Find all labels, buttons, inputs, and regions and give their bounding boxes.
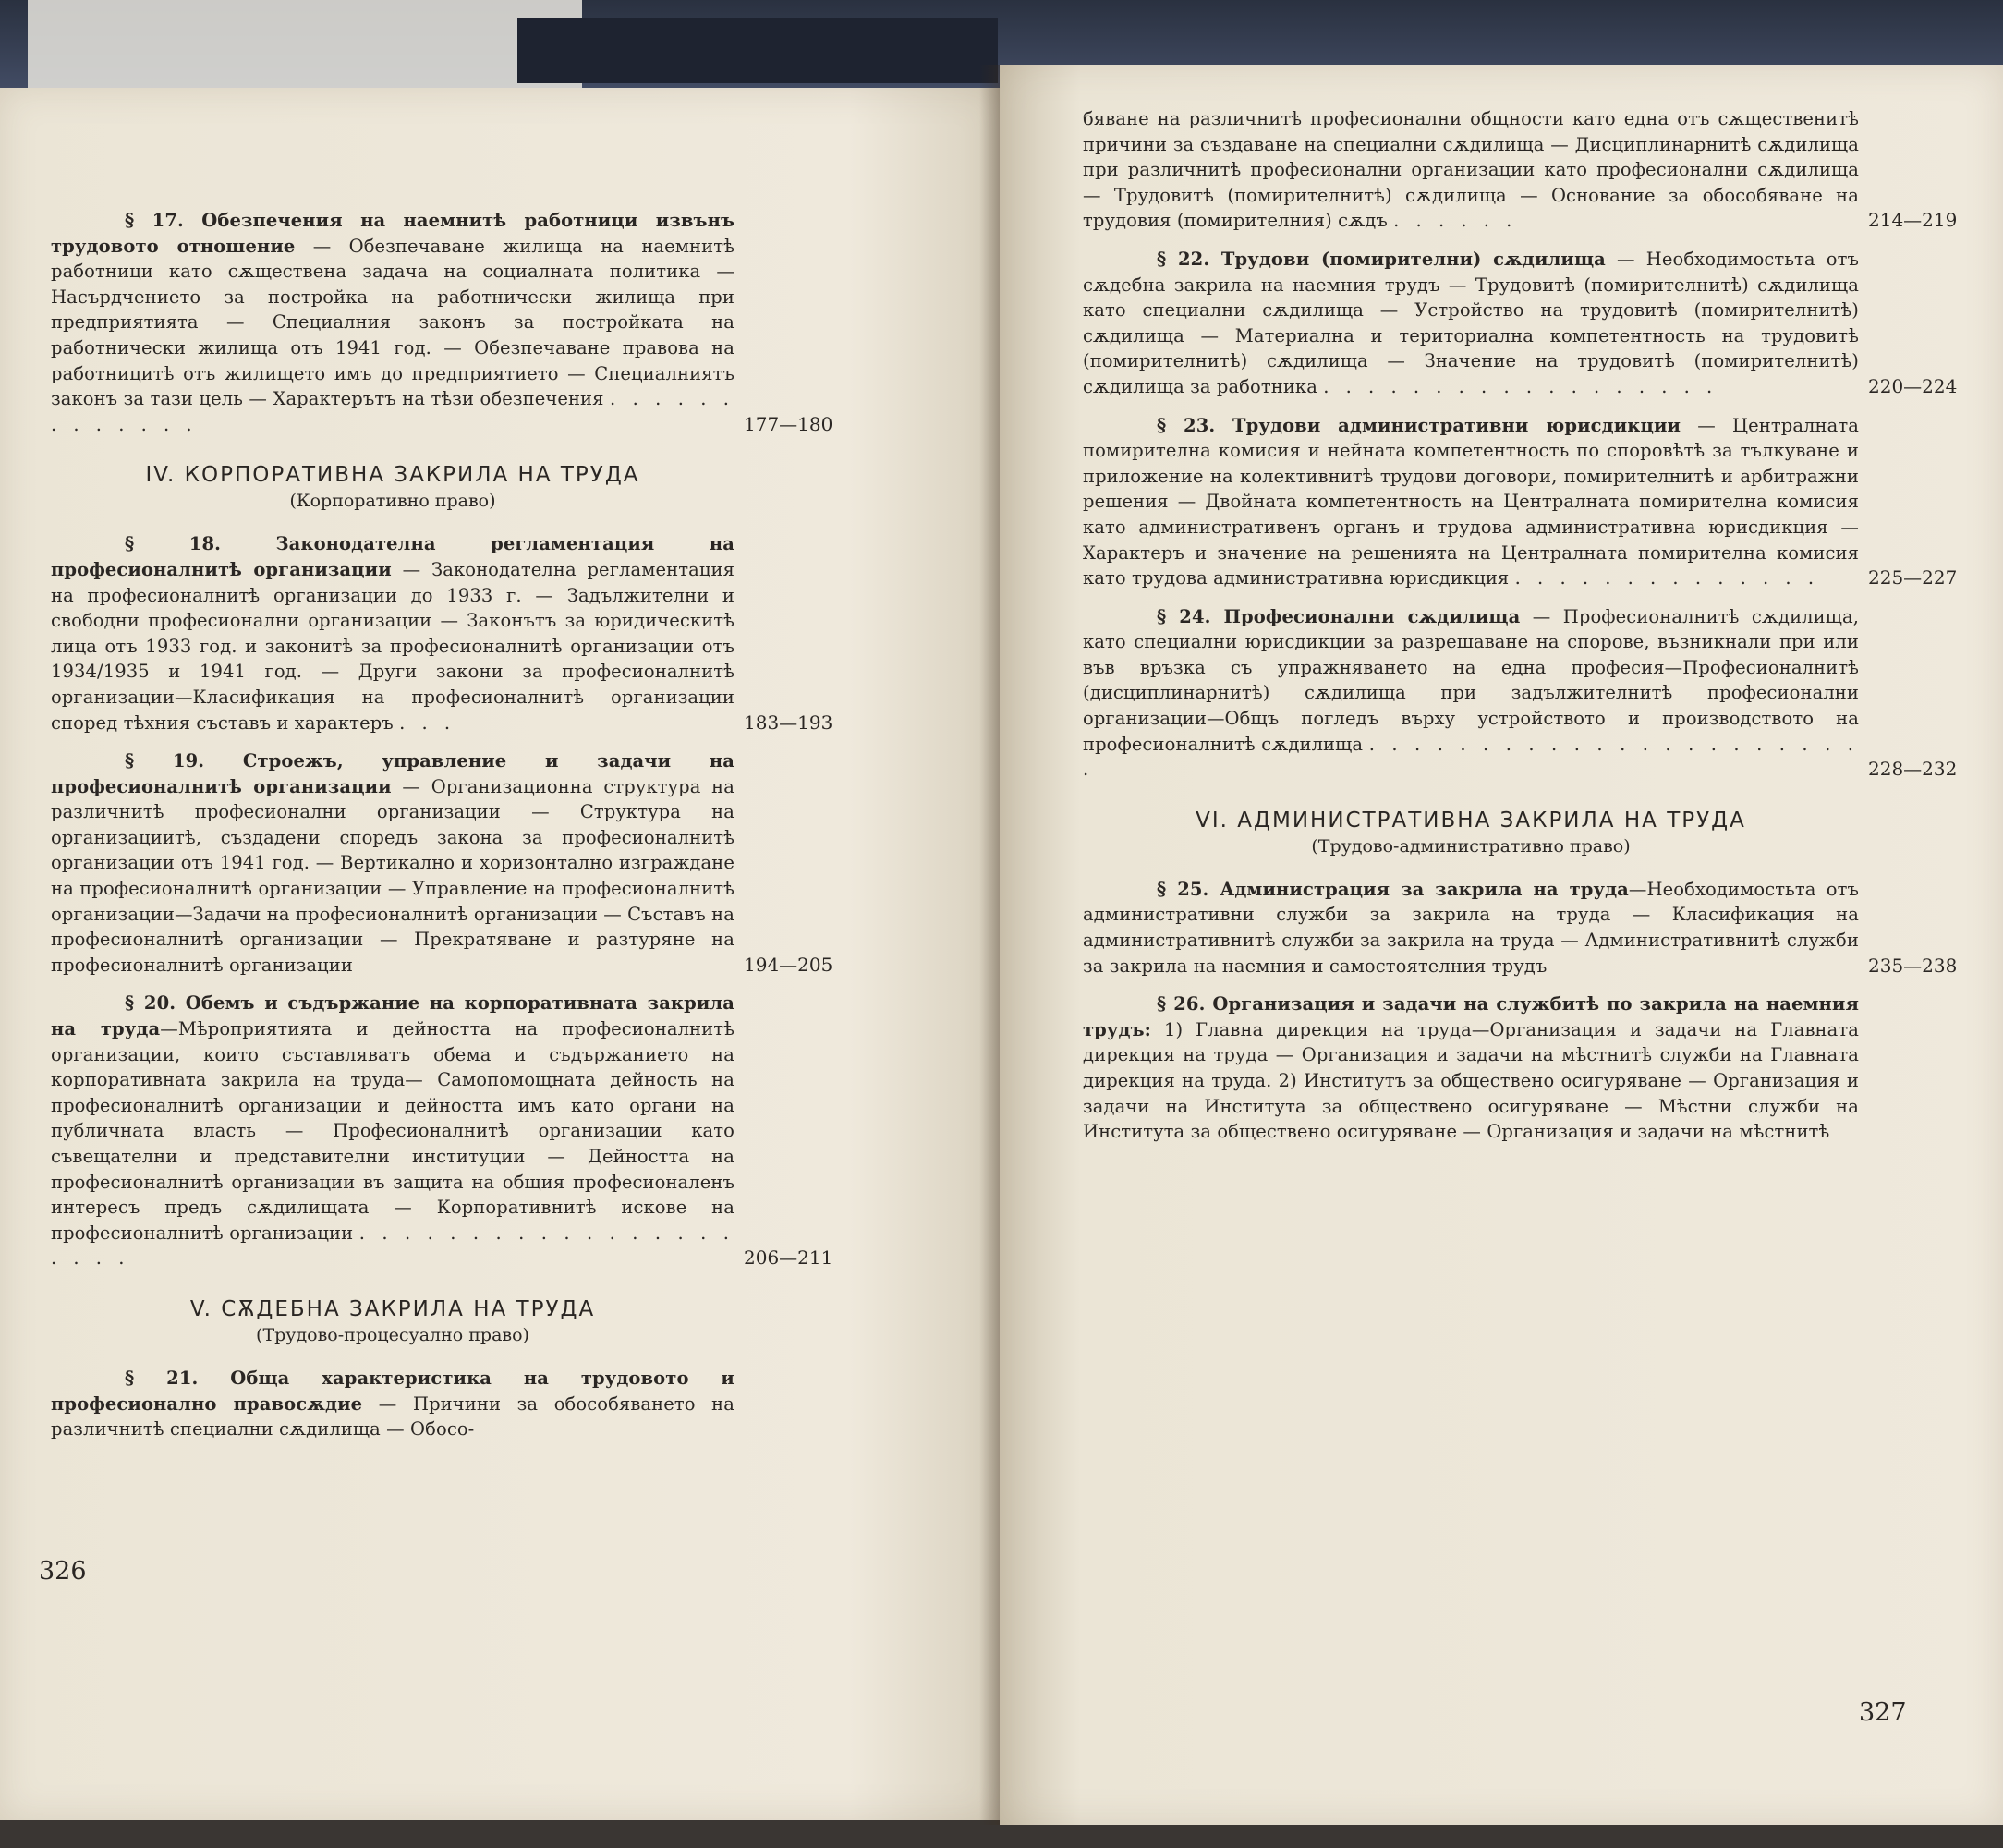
entry-heading: § 17. Обезпечения на наемнитѣ работници извънъ трудовото отношение (51, 210, 734, 257)
entry-page-range: 214—219 (1868, 209, 1958, 232)
entry-page-range: 228—232 (1868, 758, 1958, 781)
section-subtitle: (Трудово-процесуално право) (256, 1324, 529, 1345)
entry-heading: § 22. Трудови (помирителни) сѫдилища (1157, 248, 1606, 270)
entry-heading: § 19. Строежъ, управление и задачи на професионалнитѣ организации (51, 750, 734, 797)
entry-body: — Законодателна регламентация на професионалнитѣ организации до 1933 г. — Задължителни и свободни професионални организации — Законътъ за юридическитѣ лица отъ 1933 год. и законитѣ за професионалнитѣ организации отъ 1934/1935 и 1941 год. — Други закони за професионалнитѣ организации—Класификация на професионалнитѣ организации според тѣхния съставъ и характеръ (51, 558, 734, 734)
entry-page-range: 206—211 (744, 1246, 833, 1270)
left-page (0, 88, 1000, 1820)
entry-body: 1) Главна дирекция на труда—Организация и задачи на Главната дирекция на труда — Организация и задачи на мѣстнитѣ служби на Главната дирекция на труда. 2) Институтъ за обществено осигуряване — Организация и задачи на Института за обществено осигуряване — Мѣстни служби на Института за обществено осигуряване — Организация и задачи на мѣстнитѣ (1083, 1018, 1859, 1143)
section-subtitle: (Корпоративно право) (289, 491, 496, 512)
background-object (28, 0, 582, 88)
toc-entry: § 20. Обемъ и съдържание на корпоративната закрила на труда—Мѣроприятията и дейността на професионалнитѣ организации, които съставляватъ обема и съдържанието на корпоративната закрила на труда— Самопомощната дейность на професионалнитѣ организации и дейността имъ като органи на публичната власть — Професионалнитѣ организации като съвещателни и представителни институции — Дейността на професионалнитѣ организации въ защита на общия професионаленъ интересъ предъ сѫдилищата — Корпоративнитѣ искове на професионалнитѣ организации . . . . . . . . . . . . . . . . . . . . . 206—211 (51, 991, 734, 1271)
section-title: VI. АДМИНИСТРАТИВНА ЗАКРИЛА НА ТРУДА (1196, 808, 1746, 833)
right-page (1000, 65, 2003, 1825)
entry-body: —Мѣроприятията и дейността на професионалнитѣ организации, които съставляватъ обема и съдържанието на корпоративната закрила на труда— Самопомощната дейность на професионалнитѣ организации и дейността имъ като органи на публичната власть — Професионалнитѣ организации като съвещателни и представителни институции — Дейността на професионалнитѣ организации въ защита на общия професионаленъ интересъ предъ сѫдилищата — Корпоративнитѣ искове на професионалнитѣ организации (51, 1018, 734, 1244)
entry-body: — Централната помирителна комисия и нейната компетентность по споровѣтѣ за тълкуване и приложение на колективнитѣ трудови договори, помирителнитѣ и арбитражни решения — Двойната компетентность на Централната помирителна комисия като административенъ органъ и трудова административна юрисдикция — Характеръ и значение на решенията на Централната помирителна комисия като трудова административна юрисдикция (1083, 414, 1859, 590)
entry-body: — Организационна структура на различнитѣ професионални организации — Структура на организациитѣ, създадени споредъ закона за професионалнитѣ организации отъ 1941 год. — Вертикално и хоризонтално изграждане на професионалнитѣ организации — Управление на професионалнитѣ организации—Задачи на професионалнитѣ организации — Съставъ на професионалнитѣ организации — Прекратяване и разтуряне на професионалнитѣ организации (51, 775, 734, 976)
entry-body: — Причини за обособяването на различнитѣ специални сѫдилища — Обосо- (51, 1392, 734, 1441)
entry-page-range: 177—180 (744, 412, 833, 435)
entry-heading: § 23. Трудови административни юрисдикции (1157, 414, 1681, 436)
toc-entry (51, 1366, 734, 1442)
entry-body: —Необходимостьта отъ административни служби за закрила на труда — Класификация на административнитѣ служби за закрила на труда — Административнитѣ служби за закрила на наемния и самостоятелния трудъ (1083, 878, 1859, 977)
toc-entry-continued: бяване на различнитѣ професионални общности като една отъ сѫщественитѣ причини за създаване на специални сѫдилища — Дисциплинарнитѣ сѫдилища при различнитѣ професионални организации като професионални сѫдилища — Трудовитѣ (помирителнитѣ) сѫдилища — Основание за обособяване на трудовия (помирителния) сѫдъ . . . . . . 214—219 (1083, 106, 1859, 234)
entry-body: — Обезпечаване жилища на наемнитѣ работници като сѫществена задача на социалната политика — Насърдчението за постройка на работнически жилища при предприятията — Специалния законъ за постройката на работнически жилища отъ 1941 год. — Обезпечаване правова на работницитѣ отъ жилището имъ до предприятието — Специалниятъ законъ за тази цель — Характерътъ на тѣзи обезпечения (51, 235, 734, 410)
entry-body: — Необходимостьта отъ сѫдебна закрила на наемния трудъ — Трудовитѣ (помирителнитѣ) сѫдилища като специални сѫдилища — Устройство на трудовитѣ (помирителнитѣ) сѫдилища — Материална и териториална компетентность на трудовитѣ (помирителнитѣ) сѫдилища — Значение на трудовитѣ (помирителнитѣ) сѫдилища за работника (1083, 248, 1859, 397)
entry-page-range: 235—238 (1868, 954, 1958, 977)
page-number: 326 (39, 1557, 87, 1586)
entry-heading: § 18. Законодателна регламентация на професионалнитѣ организации (51, 533, 734, 580)
section-subtitle: (Трудово-административно право) (1311, 835, 1631, 857)
entry-heading: § 24. Професионални сѫдилища (1157, 605, 1521, 627)
left-page-column (51, 208, 833, 1455)
section-title: V. СѪДЕБНА ЗАКРИЛА НА ТРУДА (189, 1296, 596, 1321)
entry-heading: § 26. Организация и задачи на службитѣ по закрила на наемния трудъ: (1083, 993, 1859, 1040)
section-title: IV. КОРПОРАТИВНА ЗАКРИЛА НА ТРУДА (145, 463, 640, 488)
toc-entry (1083, 991, 1859, 1145)
toc-entry: § 18. Законодателна регламентация на професионалнитѣ организации — Законодателна регламентация на професионалнитѣ организации до 1933 г. — Задължителни и свободни професионални организации — Законътъ за юридическитѣ лица отъ 1933 год. и законитѣ за професионалнитѣ организации отъ 1934/1935 и 1941 год. — Други закони за професионалнитѣ организации—Класификация на професионалнитѣ организации според тѣхния съставъ и характеръ . . . 183—193 (51, 531, 734, 736)
entry-page-range: 183—193 (744, 711, 833, 734)
entry-body: бяване на различнитѣ професионални общности като една отъ сѫщественитѣ причини за създаване на специални сѫдилища — Дисциплинарнитѣ сѫдилища при различнитѣ професионални организации като професионални сѫдилища — Трудовитѣ (помирителнитѣ) сѫдилища — Основание за обособяване на трудовия (помирителния) сѫдъ (1083, 108, 1859, 232)
entry-body: — Професионалнитѣ сѫдилища, като специални юрисдикции за разрешаване на спорове, възникнали при или във връзка съ упражняването на една професия—Професионалнитѣ (дисциплинарнитѣ) сѫдилища при задължителнитѣ професионални организации—Общъ погледъ върху устройството и производството на професионалнитѣ сѫдилища (1083, 605, 1859, 755)
right-page-column (1083, 106, 1958, 1158)
entry-heading: § 21. Обща характеристика на трудовото и професионално правосѫдие (51, 1367, 734, 1415)
toc-entry (51, 748, 833, 978)
toc-entry: § 24. Професионални сѫдилища — Професионалнитѣ сѫдилища, като специални юрисдикции за разрешаване на спорове, възникнали при или във връзка съ упражняването на една професия—Професионалнитѣ (дисциплинарнитѣ) сѫдилища при задължителнитѣ професионални организации—Общъ погледъ върху устройството и производството на професионалнитѣ сѫдилища . . . . . . . . . . . . . . . . . . . . . . . 228—232 (1083, 604, 1859, 783)
entry-heading: § 25. Администрация за закрила на труда (1157, 878, 1629, 900)
page-number: 327 (1859, 1698, 1907, 1727)
entry-page-range: 225—227 (1868, 566, 1958, 590)
background-object (517, 18, 998, 83)
entry-heading: § 20. Обемъ и съдържание на корпоративната закрила на труда (51, 992, 734, 1040)
entry-page-range: 194—205 (744, 953, 833, 976)
toc-entry: § 22. Трудови (помирителни) сѫдилища — Необходимостьта отъ сѫдебна закрила на наемния трудъ — Трудовитѣ (помирителнитѣ) сѫдилища като специални сѫдилища — Устройство на трудовитѣ (помирителнитѣ) сѫдилища — Материална и териториална компетентность на трудовитѣ (помирителнитѣ) сѫдилища — Значение на трудовитѣ (помирителнитѣ) сѫдилища за работника . . . . . . . . . . . . . . . . . . 220—224 (1083, 247, 1859, 400)
toc-entry: § 17. Обезпечения на наемнитѣ работници извънъ трудовото отношение — Обезпечаване жилища на наемнитѣ работници като сѫществена задача на социалната политика — Насърдчението за постройка на работнически жилища при предприятията — Специалния законъ за постройката на работнически жилища отъ 1941 год. — Обезпечаване правова на работницитѣ отъ жилището имъ до предприятието — Специалниятъ законъ за тази цель — Характерътъ на тѣзи обезпечения . . . . . . . . . . . . . 177—180 (51, 208, 734, 437)
entry-page-range: 220—224 (1868, 374, 1958, 397)
toc-entry: § 23. Трудови административни юрисдикции — Централната помирителна комисия и нейната компетентность по споровѣтѣ за тълкуване и приложение на колективнитѣ трудови договори, помирителнитѣ и арбитражни решения — Двойната компетентность на Централната помирителна комисия като административенъ органъ и трудова административна юрисдикция — Характеръ и значение на решенията на Централната помирителна комисия като трудова административна юрисдикция . . . . . . . . . . . . . . 225—227 (1083, 413, 1859, 591)
toc-entry (1083, 877, 1958, 979)
